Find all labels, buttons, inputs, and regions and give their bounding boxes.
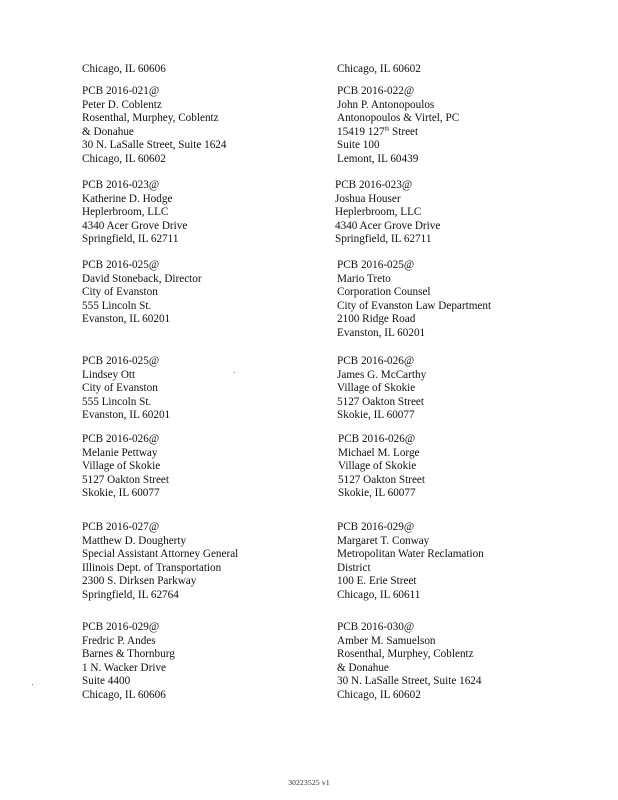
- case-number: PCB 2016-023@: [335, 179, 413, 191]
- address-block-left: [82, 621, 332, 703]
- case-number: PCB 2016-026@: [82, 433, 160, 445]
- contact-name: Amber M. Samuelson: [337, 634, 436, 647]
- address-block-right: [337, 259, 587, 341]
- address-line: 4340 Acer Grove Drive: [335, 219, 441, 232]
- case-number: PCB 2016-025@: [82, 355, 160, 367]
- address-block-right: [335, 179, 585, 247]
- address-line: 555 Lincoln St.: [82, 395, 152, 408]
- address-line: Chicago, IL 60602: [82, 152, 166, 165]
- address-line: 5127 Oakton Street: [337, 395, 424, 408]
- case-number: PCB 2016-027@: [82, 521, 160, 533]
- address-line: Village of Skokie: [337, 382, 416, 395]
- case-number: PCB 2016-030@: [337, 621, 415, 633]
- contact-name: Lindsey Ott: [82, 368, 136, 381]
- address-line: City of Evanston: [82, 382, 158, 395]
- scan-speck: [32, 684, 33, 685]
- address-line: Skokie, IL 60077: [338, 487, 416, 500]
- address-line: Heplerbroom, LLC: [335, 206, 422, 219]
- contact-name: Fredric P. Andes: [82, 634, 156, 647]
- address-block-right: [337, 85, 587, 167]
- address-line: Springfield, IL 62711: [335, 233, 432, 246]
- address-line: Metropolitan Water Reclamation: [337, 548, 484, 561]
- address-line: 100 E. Erie Street: [337, 575, 417, 588]
- contact-name: John P. Antonopoulos: [337, 98, 435, 111]
- address-line: Heplerbroom, LLC: [82, 206, 169, 219]
- address-line: Rosenthal, Murphey, Coblentz: [82, 112, 219, 125]
- address-line: Antonopoulos & Virtel, PC: [337, 112, 460, 125]
- address-line: Evanston, IL 60201: [82, 409, 171, 422]
- address-block-left: [82, 355, 332, 423]
- address-block-left: [82, 85, 332, 167]
- street-number: 15419 127: [337, 125, 385, 138]
- case-number: PCB 2016-025@: [82, 259, 160, 271]
- case-number: PCB 2016-022@: [337, 85, 415, 97]
- address-line: 5127 Oakton Street: [338, 473, 425, 486]
- address-block-right: [337, 355, 587, 423]
- address-line: & Donahue: [82, 125, 134, 138]
- address-line: 555 Lincoln St.: [82, 299, 152, 312]
- street-suffix: Street: [389, 125, 419, 138]
- contact-name: Joshua Houser: [335, 192, 401, 205]
- address-line: Chicago, IL 60602: [337, 63, 421, 75]
- address-line: Skokie, IL 60077: [337, 409, 415, 422]
- contact-name: Mario Treto: [337, 272, 391, 285]
- case-number: PCB 2016-025@: [337, 259, 415, 271]
- address-block-left: [82, 259, 332, 327]
- address-line: Springfield, IL 62764: [82, 588, 179, 601]
- address-block-top-right: [337, 63, 587, 77]
- address-line: 2300 S. Dirksen Parkway: [82, 575, 197, 588]
- contact-name: James G. McCarthy: [337, 368, 427, 381]
- address-line: Barnes & Thornburg: [82, 648, 175, 661]
- address-line: Suite 100: [337, 139, 380, 152]
- address-line: Rosenthal, Murphey, Coblentz: [337, 648, 474, 661]
- contact-name: Michael M. Lorge: [338, 446, 420, 459]
- address-block-right: [337, 521, 587, 603]
- address-line: Suite 4400: [82, 675, 131, 688]
- case-number: PCB 2016-029@: [337, 521, 415, 533]
- address-line: 30 N. LaSalle Street, Suite 1624: [337, 675, 482, 688]
- contact-name: Peter D. Coblentz: [82, 98, 162, 111]
- address-line: Illinois Dept. of Transportation: [82, 561, 222, 574]
- address-line: City of Evanston: [82, 286, 158, 299]
- address-block-right: [337, 621, 587, 703]
- address-line: Evanston, IL 60201: [337, 326, 426, 339]
- address-line: Village of Skokie: [338, 460, 417, 473]
- case-number: PCB 2016-021@: [82, 85, 160, 97]
- address-line: Corporation Counsel: [337, 286, 431, 299]
- address-line: 4340 Acer Grove Drive: [82, 219, 188, 232]
- case-number: PCB 2016-029@: [82, 621, 160, 633]
- address-line: Skokie, IL 60077: [82, 487, 160, 500]
- address-line: 2100 Ridge Road: [337, 313, 416, 326]
- contact-name: Margaret T. Conway: [337, 534, 430, 547]
- address-line: Chicago, IL 60606: [82, 688, 166, 701]
- address-line: Village of Skokie: [82, 460, 161, 473]
- scan-speck: [234, 372, 235, 373]
- address-block-left: [82, 521, 332, 603]
- case-number: PCB 2016-026@: [338, 433, 416, 445]
- contact-name: Katherine D. Hodge: [82, 192, 173, 205]
- address-line: 30 N. LaSalle Street, Suite 1624: [82, 139, 227, 152]
- address-block-left: [82, 179, 332, 247]
- contact-name: Melanie Pettway: [82, 446, 158, 459]
- address-line: Springfield, IL 62711: [82, 233, 179, 246]
- address-line: 1 N. Wacker Drive: [82, 661, 167, 674]
- address-line: District: [337, 561, 371, 574]
- address-block-left: [82, 433, 332, 501]
- ordinal-suffix: th: [384, 126, 390, 133]
- address-line: Evanston, IL 60201: [82, 313, 171, 326]
- address-line: Chicago, IL 60602: [337, 688, 421, 701]
- address-line: City of Evanston Law Department: [337, 299, 492, 312]
- address-line: Lemont, IL 60439: [337, 152, 419, 165]
- contact-name: David Stoneback, Director: [82, 272, 202, 285]
- address-block-top-left: [82, 63, 332, 77]
- address-line: Special Assistant Attorney General: [82, 548, 239, 561]
- document-id-footer: 30223525 v1: [288, 778, 330, 787]
- address-line: Chicago, IL 60606: [82, 63, 166, 75]
- contact-name: Matthew D. Dougherty: [82, 534, 187, 547]
- case-number: PCB 2016-023@: [82, 179, 160, 191]
- address-line: [337, 126, 587, 140]
- address-line: & Donahue: [337, 661, 389, 674]
- address-line: 5127 Oakton Street: [82, 473, 169, 486]
- case-number: PCB 2016-026@: [337, 355, 415, 367]
- address-block-right: [338, 433, 588, 501]
- address-line: Chicago, IL 60611: [337, 588, 421, 601]
